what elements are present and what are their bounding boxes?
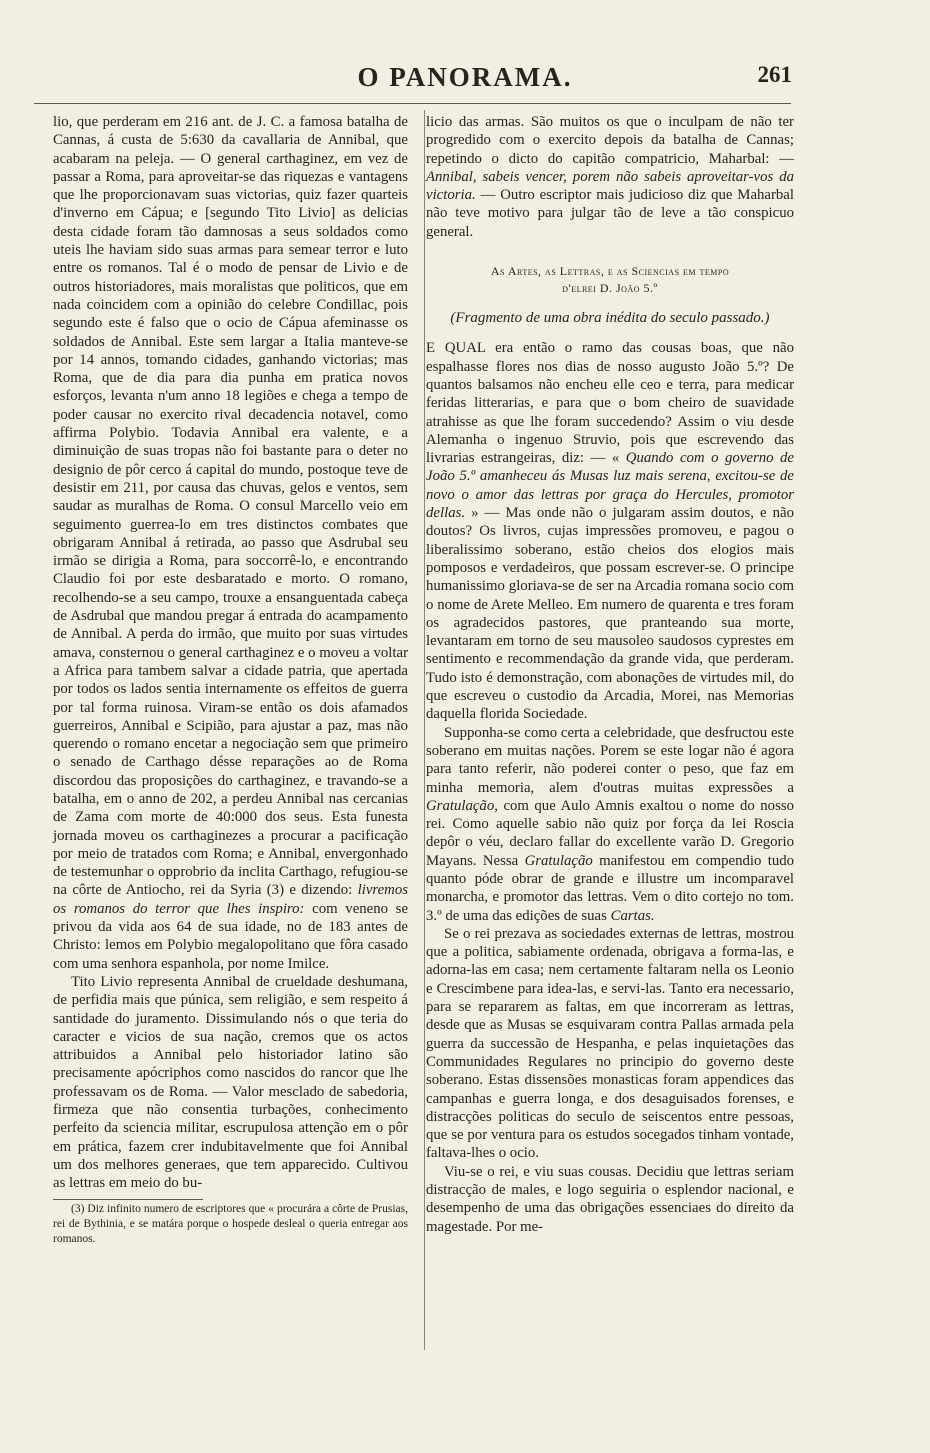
- paragraph: lio, que perderam em 216 ant. de J. C. a famosa batalha de Cannas, á custa de 5:630 da cavallaria de Annibal, que acabaram na peleja. — O general carthaginez, em vez de passar a Roma, para aproveitar-se das riquezas e vantagens que lhe proporcionavam suas victorias, quiz fazer quarteis d'inverno em Cápua; e [segundo Tito Livio] as delicias desta cidade foram tão damnosas a seus soldados como uteis lhe haviam sido suas armas para semear terror e luto entre os romanos. Tal é o modo de pensar de Livio e de outros historiadores, mais moralistas que politicos, que em nada coincidem com a opinião do celebre Condillac, pois segundo este é falso que o ocio de Cápua afeminasse os soldados de Annibal. Este sem largar a Italia manteve-se por 14 annos, tomando cidades, ganhando victorias; mas Roma, que de dia para dia punha em pratica novos esforços, levanta n'um anno 18 legiões e chega a tempo de poder causar no exercito rival decadencia notavel, como affirma Polybio. Todavia Annibal era valente, e a diminuição de suas tropas não foi bastante para o deter no designio de pôr cerco á capital do mundo, postoque teve de desistir em 211, por causa das chuvas, gelos e ventos, sem saudar as muralhas de Roma. O consul Marcello veio em seguimento guerrea-lo em tres distinctos combates que obrigaram Annibal á retirada, ao passo que Asdrubal seu irmão se dirigia a Roma, para soccorrê-lo, e encontrando Claudio foi por este desbaratado e morto. O romano, recolhendo-se a seu campo, trouxe a ensanguentada cabeça de Asdrubal que mandou pregar á entrada do acampamento de Annibal. A perda do irmão, que muito por suas virtudes amava, consternou o general carthaginez e o moveu a voltar a Africa para tambem salvar a cidade patria, que apertada por todos os lados sentia internamente os effeitos de guerra por tal forma ruinosa. Viram-se então os dois afamados guerreiros, Annibal e Scipião, para ajustar a paz, mas não querendo o romano encetar a negociação sem que primeiro o senado de Carthago désse reparações ao de Roma discordou das proposições do carthaginez, e travando-se a batalha, em o anno de 202, a perdeu Annibal nas cercanias de Zama com morte de 40:000 dos seus. Esta funesta jornada moveu os carthaginezes a procurar a pacificação por meio de tratados com Roma; e Annibal, envergonhado de testemunhar o opprobrio da inclita Carthago, refugiou-se na côrte de Antiocho, rei da Syria (3) e dizendo: livremos os romanos do terror que lhes inspiro: com veneno se privou da vida aos 64 de sua idade, no de 183 antes de Christo: lemos em Polybio megalopolitano que fôra casado com uma senhora espanhola, por nome Imilce.: [53, 114, 409, 972]
- footnote: (3) Diz infinito numero de escriptores que « procurára a côrte de Prusias, rei de Bythinia, e se matára porque o hospede desleal o queria entregar aos romanos.: [53, 1202, 408, 1245]
- section-subtitle: (Fragmento de uma obra inédita do seculo passado.): [450, 310, 770, 327]
- paragraph: Se o rei prezava as sociedades externas de lettras, mostrou que a politica, sabiamente ordenada, obrigava a forma-las, e adorna-las em casa; nem certamente faltaram nella os Leonio e Crescimbene para idea-las, e servi-las. Tanto era necessario, para se repararem as faltas, em que incorreram as lettras, desde que as Musas se esquivaram contra Pallas armada pela guerra da successão de Hespanha, e pelas inquietações das Communidades Regulares no principio do governo deste soberano. Estas dissensões monasticas foram appendices das campanhas e guerra longa, e dos desaguisados forenses, e distracções politicas do seculo de seiscentos entre pessoas, que se por ventura para os estudos socegados tinham vontade, faltava-lhes o ocio.: [426, 925, 794, 1162]
- paragraph: E QUAL era então o ramo das cousas boas, que não espalhasse flores nos dias de nosso augusto João 5.º? De quantos balsamos não encheu elle ceo e terra, para medicar feridas litterarias, e para que o bom cheiro de suavidade atrahisse as que lhe foram succedendo? Assim o viu desde Alemanha o ingenuo Struvio, pois que escrevendo das livrarias estrangeiras, diz: — « Quando com o governo de João 5.º amanheceu ás Musas luz mais serena, excitou-se de novo o amor das lettras por graça do Hercules, promotor dellas. » — Mas onde não o julgaram assim doutos, e não doutos? Os livros, cujas impressões promoveu, e pagou o liberalissimo soberano, estão cheios dos elogios mais pomposos e verdadeiros, que possam escrever-se. O principe humanissimo gloriava-se de ser na Arcadia romana socio com o nome de Arete Melleo. Em numero de quarenta e tres foram os agradecidos pastores, que pranteando sua morte, levantaram em torno de seu mausoleo saudosos cyprestes em sentimento e recommendação da grande vida, que perderam. Tudo isto é demonstração, com abonações de virtudes mil, do que escreveu o custodio da Arcadia, Morei, nas Memorias daquella florida Sociedade.: [426, 340, 795, 723]
- column-divider: [424, 110, 425, 1350]
- right-column: [426, 113, 794, 1236]
- section-title: As Artes, as Lettras, e as Sciencias em tempo d'elrei D. João 5.º: [490, 264, 730, 296]
- paragraph: Viu-se o rei, e viu suas cousas. Decidiu que lettras seriam distracção de males, e logo seguiria o esplendor nacional, e desempenho de uma das obrigações essenciaes do direito da magestade. Por me-: [426, 1163, 794, 1235]
- publication-title: O PANORAMA.: [357, 62, 573, 92]
- left-column: [53, 113, 408, 1247]
- page-number: 261: [757, 62, 792, 87]
- paragraph: Tito Livio representa Annibal de crueldade deshumana, de perfidia mais que púnica, sem religião, e sem respeito á santidade do juramento. Dissimulando nós o que teria do caracter e vicios de sua nação, cremos que os actos attribuidos a Annibal pelo historiador latino são precisamente apócriphos como nascidos do rancor que lhe professavam os de Roma. — Valor mesclado de sabedoria, firmeza que não consentia turbações, conhecimento perfeito da sciencia militar, escrupulosa attenção em o pôr em prática, fazem crer indubitavelmente que foi Annibal um dos melhores generaes, que tem apparecido. Cultivou as lettras em meio do bu-: [53, 973, 408, 1192]
- header-rule: [34, 103, 791, 104]
- paragraph: licio das armas. São muitos os que o inculpam de não ter progredido com o exercito depois da batalha de Cannas; repetindo o dicto do capitão compatricio, Maharbal: — Annibal, sabeis vencer, porem não sabeis aproveitar-vos da victoria. — Outro escriptor mais judicioso diz que Maharbal não teve motivo para julgar tão de leve a tão conspicuo general.: [426, 114, 794, 240]
- paragraph: Supponha-se como certa a celebridade, que desfructou este soberano em muitas nações. Porem se este logar não é agora para tanto referir, não poderei conter o peso, que faz em minha memoria, alem d'outras muitas expressões a Gratulação, com que Aulo Amnis exaltou o nome do nosso rei. Como aquelle sabio não quiz por força da lei Roscia depôr o véu, declaro fallar do excellente varão D. Gregorio Mayans. Nessa Gratulação manifestou em compendio tudo quanto póde obrar de grande e illustre um incomparavel monarcha, e promotor das lettras. Vem o dito cortejo no tom. 3.º de uma das edições de suas Cartas.: [426, 724, 795, 924]
- page-header: [0, 58, 930, 98]
- footnote-rule: [53, 1199, 203, 1200]
